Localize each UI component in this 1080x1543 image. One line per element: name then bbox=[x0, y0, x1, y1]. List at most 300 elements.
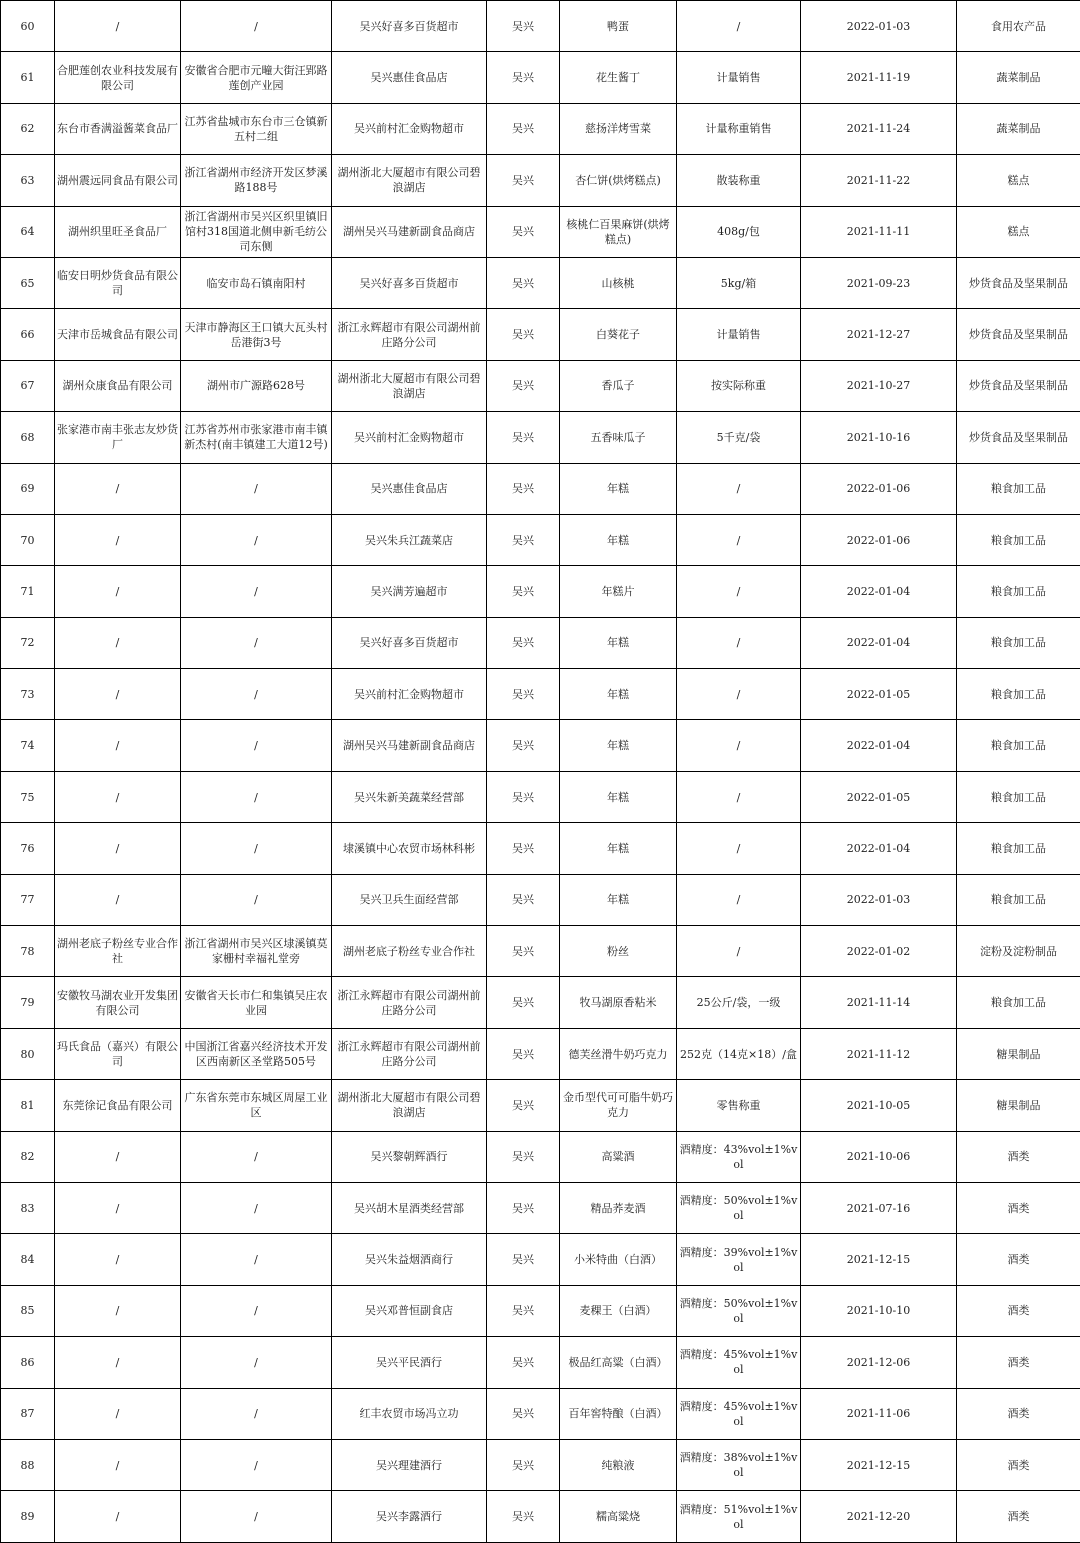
sampled-unit-cell: 吴兴前村汇金购物超市 bbox=[332, 669, 487, 720]
specification-cell: 酒精度：39%vol±1%vol bbox=[677, 1234, 801, 1285]
production-date-cell: 2022-01-06 bbox=[801, 463, 957, 514]
sampled-unit-cell: 吴兴李露酒行 bbox=[332, 1491, 487, 1542]
food-category-cell: 酒类 bbox=[957, 1388, 1080, 1439]
producer-address-cell: / bbox=[181, 617, 332, 668]
production-date-cell: 2021-10-10 bbox=[801, 1285, 957, 1336]
sampled-unit-cell: 湖州吴兴马建新副食品商店 bbox=[332, 720, 487, 771]
producer-name-cell: / bbox=[55, 617, 181, 668]
specification-cell: 408g/包 bbox=[677, 206, 801, 257]
food-category-cell: 粮食加工品 bbox=[957, 566, 1080, 617]
food-category-cell: 炒货食品及坚果制品 bbox=[957, 257, 1080, 308]
table-row bbox=[1, 52, 1080, 103]
table-row bbox=[1, 1491, 1080, 1542]
producer-address-cell: / bbox=[181, 566, 332, 617]
sampled-unit-cell: 吴兴好喜多百货超市 bbox=[332, 257, 487, 308]
food-category-cell: 酒类 bbox=[957, 1182, 1080, 1233]
producer-name-cell: 合肥莲创农业科技发展有限公司 bbox=[55, 52, 181, 103]
production-date-cell: 2021-09-23 bbox=[801, 257, 957, 308]
row-index-cell: 82 bbox=[1, 1131, 55, 1182]
producer-address-cell: 天津市静海区王口镇大瓦头村岳港街3号 bbox=[181, 309, 332, 360]
row-index-cell: 75 bbox=[1, 771, 55, 822]
food-category-cell: 酒类 bbox=[957, 1491, 1080, 1542]
production-date-cell: 2022-01-06 bbox=[801, 514, 957, 565]
producer-address-cell: 安徽省天长市仁和集镇吴庄农业园 bbox=[181, 977, 332, 1028]
row-index-cell: 68 bbox=[1, 412, 55, 463]
specification-cell: / bbox=[677, 874, 801, 925]
production-date-cell: 2021-12-06 bbox=[801, 1337, 957, 1388]
producer-name-cell: 临安日明炒货食品有限公司 bbox=[55, 257, 181, 308]
producer-name-cell: 湖州织里旺圣食品厂 bbox=[55, 206, 181, 257]
region-cell: 吴兴 bbox=[487, 617, 560, 668]
producer-address-cell: / bbox=[181, 874, 332, 925]
production-date-cell: 2021-11-06 bbox=[801, 1388, 957, 1439]
table-row bbox=[1, 926, 1080, 977]
sample-name-cell: 牧马湖原香粘米 bbox=[560, 977, 677, 1028]
row-index-cell: 83 bbox=[1, 1182, 55, 1233]
table-row bbox=[1, 1182, 1080, 1233]
sample-name-cell: 慈扬洋烤雪菜 bbox=[560, 103, 677, 154]
producer-address-cell: / bbox=[181, 463, 332, 514]
sampled-unit-cell: 吴兴朱兵江蔬菜店 bbox=[332, 514, 487, 565]
region-cell: 吴兴 bbox=[487, 1337, 560, 1388]
table-row bbox=[1, 1234, 1080, 1285]
region-cell: 吴兴 bbox=[487, 206, 560, 257]
table-row bbox=[1, 309, 1080, 360]
region-cell: 吴兴 bbox=[487, 566, 560, 617]
row-index-cell: 72 bbox=[1, 617, 55, 668]
sample-name-cell: 糯高粱烧 bbox=[560, 1491, 677, 1542]
table-row bbox=[1, 257, 1080, 308]
production-date-cell: 2021-10-05 bbox=[801, 1080, 957, 1131]
producer-name-cell: / bbox=[55, 1131, 181, 1182]
sampled-unit-cell: 浙江永辉超市有限公司湖州前庄路分公司 bbox=[332, 309, 487, 360]
sample-name-cell: 年糕 bbox=[560, 617, 677, 668]
region-cell: 吴兴 bbox=[487, 1131, 560, 1182]
sampled-unit-cell: 吴兴前村汇金购物超市 bbox=[332, 103, 487, 154]
producer-name-cell: / bbox=[55, 1285, 181, 1336]
production-date-cell: 2022-01-04 bbox=[801, 566, 957, 617]
producer-name-cell: / bbox=[55, 874, 181, 925]
producer-name-cell: / bbox=[55, 1491, 181, 1542]
production-date-cell: 2022-01-03 bbox=[801, 874, 957, 925]
specification-cell: 酒精度：45%vol±1%vol bbox=[677, 1337, 801, 1388]
table-row bbox=[1, 1285, 1080, 1336]
food-category-cell: 粮食加工品 bbox=[957, 720, 1080, 771]
production-date-cell: 2022-01-02 bbox=[801, 926, 957, 977]
specification-cell: 252克（14克×18）/盒 bbox=[677, 1028, 801, 1079]
production-date-cell: 2022-01-05 bbox=[801, 669, 957, 720]
sampled-unit-cell: 湖州老底子粉丝专业合作社 bbox=[332, 926, 487, 977]
table-row bbox=[1, 771, 1080, 822]
specification-cell: / bbox=[677, 720, 801, 771]
table-row bbox=[1, 206, 1080, 257]
sample-name-cell: 年糕 bbox=[560, 514, 677, 565]
producer-name-cell: / bbox=[55, 1234, 181, 1285]
sampled-unit-cell: 湖州浙北大厦超市有限公司碧浪湖店 bbox=[332, 1080, 487, 1131]
production-date-cell: 2021-11-11 bbox=[801, 206, 957, 257]
specification-cell: / bbox=[677, 514, 801, 565]
producer-address-cell: 江苏省苏州市张家港市南丰镇新杰村(南丰镇建工大道12号) bbox=[181, 412, 332, 463]
production-date-cell: 2022-01-03 bbox=[801, 1, 957, 52]
table-row bbox=[1, 1337, 1080, 1388]
producer-address-cell: 安徽省合肥市元疃大街汪郢路莲创产业园 bbox=[181, 52, 332, 103]
production-date-cell: 2021-10-27 bbox=[801, 360, 957, 411]
food-category-cell: 粮食加工品 bbox=[957, 977, 1080, 1028]
producer-address-cell: 浙江省湖州市吴兴区织里镇旧馆村318国道北侧申新毛纺公司东侧 bbox=[181, 206, 332, 257]
sampled-unit-cell: 吴兴朱益烟酒商行 bbox=[332, 1234, 487, 1285]
producer-address-cell: 浙江省湖州市经济开发区梦溪路188号 bbox=[181, 155, 332, 206]
producer-name-cell: / bbox=[55, 669, 181, 720]
producer-name-cell: 玛氏食品（嘉兴）有限公司 bbox=[55, 1028, 181, 1079]
region-cell: 吴兴 bbox=[487, 669, 560, 720]
food-category-cell: 粮食加工品 bbox=[957, 874, 1080, 925]
sample-name-cell: 年糕 bbox=[560, 771, 677, 822]
sample-name-cell: 五香味瓜子 bbox=[560, 412, 677, 463]
production-date-cell: 2021-12-15 bbox=[801, 1234, 957, 1285]
row-index-cell: 64 bbox=[1, 206, 55, 257]
region-cell: 吴兴 bbox=[487, 463, 560, 514]
region-cell: 吴兴 bbox=[487, 1, 560, 52]
food-category-cell: 粮食加工品 bbox=[957, 514, 1080, 565]
table-row bbox=[1, 1131, 1080, 1182]
producer-name-cell: / bbox=[55, 566, 181, 617]
region-cell: 吴兴 bbox=[487, 1080, 560, 1131]
producer-address-cell: / bbox=[181, 1182, 332, 1233]
row-index-cell: 85 bbox=[1, 1285, 55, 1336]
row-index-cell: 81 bbox=[1, 1080, 55, 1131]
producer-address-cell: / bbox=[181, 1439, 332, 1490]
row-index-cell: 60 bbox=[1, 1, 55, 52]
sample-name-cell: 德芙丝滑牛奶巧克力 bbox=[560, 1028, 677, 1079]
region-cell: 吴兴 bbox=[487, 155, 560, 206]
specification-cell: / bbox=[677, 669, 801, 720]
specification-cell: 5kg/箱 bbox=[677, 257, 801, 308]
table-row bbox=[1, 360, 1080, 411]
producer-name-cell: / bbox=[55, 514, 181, 565]
producer-address-cell: / bbox=[181, 1285, 332, 1336]
region-cell: 吴兴 bbox=[487, 1028, 560, 1079]
region-cell: 吴兴 bbox=[487, 360, 560, 411]
specification-cell: / bbox=[677, 926, 801, 977]
row-index-cell: 63 bbox=[1, 155, 55, 206]
food-category-cell: 粮食加工品 bbox=[957, 669, 1080, 720]
producer-address-cell: / bbox=[181, 1234, 332, 1285]
sample-name-cell: 核桃仁百果麻饼(烘烤糕点) bbox=[560, 206, 677, 257]
sample-name-cell: 鸭蛋 bbox=[560, 1, 677, 52]
producer-name-cell: / bbox=[55, 463, 181, 514]
sample-name-cell: 山核桃 bbox=[560, 257, 677, 308]
producer-address-cell: 湖州市广源路628号 bbox=[181, 360, 332, 411]
row-index-cell: 65 bbox=[1, 257, 55, 308]
sampled-unit-cell: 吴兴理建酒行 bbox=[332, 1439, 487, 1490]
producer-name-cell: 东莞徐记食品有限公司 bbox=[55, 1080, 181, 1131]
region-cell: 吴兴 bbox=[487, 1491, 560, 1542]
production-date-cell: 2022-01-04 bbox=[801, 617, 957, 668]
producer-address-cell: 广东省东莞市东城区周屋工业区 bbox=[181, 1080, 332, 1131]
producer-address-cell: / bbox=[181, 771, 332, 822]
sample-name-cell: 年糕 bbox=[560, 720, 677, 771]
production-date-cell: 2021-12-15 bbox=[801, 1439, 957, 1490]
sample-name-cell: 杏仁饼(烘烤糕点) bbox=[560, 155, 677, 206]
producer-address-cell: / bbox=[181, 823, 332, 874]
row-index-cell: 77 bbox=[1, 874, 55, 925]
row-index-cell: 76 bbox=[1, 823, 55, 874]
table-row bbox=[1, 412, 1080, 463]
sample-name-cell: 年糕 bbox=[560, 823, 677, 874]
region-cell: 吴兴 bbox=[487, 926, 560, 977]
sample-name-cell: 极品红高粱（白酒） bbox=[560, 1337, 677, 1388]
production-date-cell: 2022-01-05 bbox=[801, 771, 957, 822]
region-cell: 吴兴 bbox=[487, 1388, 560, 1439]
table-row bbox=[1, 514, 1080, 565]
region-cell: 吴兴 bbox=[487, 874, 560, 925]
sampled-unit-cell: 吴兴好喜多百货超市 bbox=[332, 1, 487, 52]
sampled-unit-cell: 湖州浙北大厦超市有限公司碧浪湖店 bbox=[332, 360, 487, 411]
sample-name-cell: 年糕片 bbox=[560, 566, 677, 617]
producer-address-cell: / bbox=[181, 669, 332, 720]
sample-name-cell: 百年窖特酿（白酒） bbox=[560, 1388, 677, 1439]
sampled-unit-cell: 浙江永辉超市有限公司湖州前庄路分公司 bbox=[332, 1028, 487, 1079]
sampled-unit-cell: 吴兴惠佳食品店 bbox=[332, 463, 487, 514]
specification-cell: 散装称重 bbox=[677, 155, 801, 206]
table-row bbox=[1, 1028, 1080, 1079]
region-cell: 吴兴 bbox=[487, 977, 560, 1028]
producer-address-cell: / bbox=[181, 1388, 332, 1439]
sampled-unit-cell: 吴兴满芳遍超市 bbox=[332, 566, 487, 617]
sampled-unit-cell: 吴兴朱新美蔬菜经营部 bbox=[332, 771, 487, 822]
table-row bbox=[1, 720, 1080, 771]
specification-cell: 5千克/袋 bbox=[677, 412, 801, 463]
production-date-cell: 2021-11-19 bbox=[801, 52, 957, 103]
production-date-cell: 2021-10-16 bbox=[801, 412, 957, 463]
specification-cell: / bbox=[677, 823, 801, 874]
producer-name-cell: / bbox=[55, 1337, 181, 1388]
food-category-cell: 酒类 bbox=[957, 1285, 1080, 1336]
sampled-unit-cell: 吴兴前村汇金购物超市 bbox=[332, 412, 487, 463]
sample-name-cell: 香瓜子 bbox=[560, 360, 677, 411]
specification-cell: 酒精度：51%vol±1%vol bbox=[677, 1491, 801, 1542]
row-index-cell: 62 bbox=[1, 103, 55, 154]
specification-cell: 酒精度：50%vol±1%vol bbox=[677, 1285, 801, 1336]
region-cell: 吴兴 bbox=[487, 1285, 560, 1336]
region-cell: 吴兴 bbox=[487, 1234, 560, 1285]
sample-name-cell: 精品荞麦酒 bbox=[560, 1182, 677, 1233]
specification-cell: 计量销售 bbox=[677, 309, 801, 360]
food-category-cell: 炒货食品及坚果制品 bbox=[957, 412, 1080, 463]
production-date-cell: 2021-12-27 bbox=[801, 309, 957, 360]
region-cell: 吴兴 bbox=[487, 823, 560, 874]
producer-address-cell: 江苏省盐城市东台市三仓镇新五村二组 bbox=[181, 103, 332, 154]
specification-cell: 酒精度：45%vol±1%vol bbox=[677, 1388, 801, 1439]
food-category-cell: 糕点 bbox=[957, 206, 1080, 257]
producer-address-cell: 浙江省湖州市吴兴区埭溪镇莫家栅村幸福礼堂旁 bbox=[181, 926, 332, 977]
table-row bbox=[1, 155, 1080, 206]
specification-cell: / bbox=[677, 463, 801, 514]
production-date-cell: 2022-01-04 bbox=[801, 823, 957, 874]
producer-address-cell: / bbox=[181, 1, 332, 52]
production-date-cell: 2021-07-16 bbox=[801, 1182, 957, 1233]
producer-name-cell: / bbox=[55, 720, 181, 771]
table-row bbox=[1, 823, 1080, 874]
production-date-cell: 2021-10-06 bbox=[801, 1131, 957, 1182]
sample-name-cell: 高粱酒 bbox=[560, 1131, 677, 1182]
food-category-cell: 炒货食品及坚果制品 bbox=[957, 360, 1080, 411]
table-row bbox=[1, 669, 1080, 720]
region-cell: 吴兴 bbox=[487, 257, 560, 308]
table-body bbox=[1, 1, 1080, 1543]
producer-name-cell: 湖州老底子粉丝专业合作社 bbox=[55, 926, 181, 977]
region-cell: 吴兴 bbox=[487, 1439, 560, 1490]
sampled-unit-cell: 湖州吴兴马建新副食品商店 bbox=[332, 206, 487, 257]
producer-address-cell: 中国浙江省嘉兴经济技术开发区西南新区圣堂路505号 bbox=[181, 1028, 332, 1079]
producer-name-cell: 湖州众康食品有限公司 bbox=[55, 360, 181, 411]
row-index-cell: 88 bbox=[1, 1439, 55, 1490]
specification-cell: 计量销售 bbox=[677, 52, 801, 103]
sample-name-cell: 纯粮液 bbox=[560, 1439, 677, 1490]
row-index-cell: 79 bbox=[1, 977, 55, 1028]
food-category-cell: 淀粉及淀粉制品 bbox=[957, 926, 1080, 977]
producer-name-cell: / bbox=[55, 1439, 181, 1490]
row-index-cell: 84 bbox=[1, 1234, 55, 1285]
producer-name-cell: / bbox=[55, 1, 181, 52]
table-row bbox=[1, 103, 1080, 154]
food-category-cell: 酒类 bbox=[957, 1131, 1080, 1182]
region-cell: 吴兴 bbox=[487, 720, 560, 771]
sampled-unit-cell: 吴兴平民酒行 bbox=[332, 1337, 487, 1388]
sample-name-cell: 年糕 bbox=[560, 874, 677, 925]
food-category-cell: 蔬菜制品 bbox=[957, 52, 1080, 103]
specification-cell: / bbox=[677, 1, 801, 52]
producer-address-cell: / bbox=[181, 1131, 332, 1182]
specification-cell: 酒精度：43%vol±1%vol bbox=[677, 1131, 801, 1182]
table-row bbox=[1, 463, 1080, 514]
region-cell: 吴兴 bbox=[487, 103, 560, 154]
food-category-cell: 炒货食品及坚果制品 bbox=[957, 309, 1080, 360]
sample-name-cell: 粉丝 bbox=[560, 926, 677, 977]
sample-name-cell: 麦稞王（白酒） bbox=[560, 1285, 677, 1336]
region-cell: 吴兴 bbox=[487, 52, 560, 103]
sample-name-cell: 花生酱丁 bbox=[560, 52, 677, 103]
table-row bbox=[1, 1439, 1080, 1490]
food-category-cell: 糖果制品 bbox=[957, 1080, 1080, 1131]
producer-name-cell: 张家港市南丰张志友炒货厂 bbox=[55, 412, 181, 463]
sampled-unit-cell: 吴兴黎朝辉酒行 bbox=[332, 1131, 487, 1182]
table-row bbox=[1, 977, 1080, 1028]
sampled-unit-cell: 湖州浙北大厦超市有限公司碧浪湖店 bbox=[332, 155, 487, 206]
sampled-unit-cell: 吴兴卫兵生面经营部 bbox=[332, 874, 487, 925]
production-date-cell: 2021-11-14 bbox=[801, 977, 957, 1028]
specification-cell: 计量称重销售 bbox=[677, 103, 801, 154]
food-category-cell: 粮食加工品 bbox=[957, 771, 1080, 822]
specification-cell: / bbox=[677, 566, 801, 617]
sampled-unit-cell: 吴兴好喜多百货超市 bbox=[332, 617, 487, 668]
production-date-cell: 2021-11-22 bbox=[801, 155, 957, 206]
producer-name-cell: / bbox=[55, 1182, 181, 1233]
producer-address-cell: / bbox=[181, 514, 332, 565]
row-index-cell: 80 bbox=[1, 1028, 55, 1079]
producer-name-cell: 安徽牧马湖农业开发集团有限公司 bbox=[55, 977, 181, 1028]
producer-address-cell: / bbox=[181, 1337, 332, 1388]
producer-address-cell: 临安市岛石镇南阳村 bbox=[181, 257, 332, 308]
food-category-cell: 蔬菜制品 bbox=[957, 103, 1080, 154]
table-row bbox=[1, 1388, 1080, 1439]
food-category-cell: 酒类 bbox=[957, 1439, 1080, 1490]
table-row bbox=[1, 874, 1080, 925]
row-index-cell: 87 bbox=[1, 1388, 55, 1439]
food-category-cell: 粮食加工品 bbox=[957, 617, 1080, 668]
row-index-cell: 66 bbox=[1, 309, 55, 360]
row-index-cell: 89 bbox=[1, 1491, 55, 1542]
producer-name-cell: / bbox=[55, 771, 181, 822]
row-index-cell: 61 bbox=[1, 52, 55, 103]
production-date-cell: 2021-11-24 bbox=[801, 103, 957, 154]
specification-cell: / bbox=[677, 617, 801, 668]
specification-cell: / bbox=[677, 771, 801, 822]
sample-name-cell: 年糕 bbox=[560, 669, 677, 720]
specification-cell: 酒精度：38%vol±1%vol bbox=[677, 1439, 801, 1490]
row-index-cell: 86 bbox=[1, 1337, 55, 1388]
sample-name-cell: 白葵花子 bbox=[560, 309, 677, 360]
region-cell: 吴兴 bbox=[487, 514, 560, 565]
food-category-cell: 酒类 bbox=[957, 1337, 1080, 1388]
producer-name-cell: 东台市香满溢酱菜食品厂 bbox=[55, 103, 181, 154]
row-index-cell: 78 bbox=[1, 926, 55, 977]
sampled-unit-cell: 吴兴邓普恒副食店 bbox=[332, 1285, 487, 1336]
food-category-cell: 粮食加工品 bbox=[957, 823, 1080, 874]
food-category-cell: 酒类 bbox=[957, 1234, 1080, 1285]
region-cell: 吴兴 bbox=[487, 309, 560, 360]
table-row bbox=[1, 566, 1080, 617]
food-category-cell: 粮食加工品 bbox=[957, 463, 1080, 514]
sample-name-cell: 小米特曲（白酒） bbox=[560, 1234, 677, 1285]
region-cell: 吴兴 bbox=[487, 1182, 560, 1233]
specification-cell: 酒精度：50%vol±1%vol bbox=[677, 1182, 801, 1233]
sampled-unit-cell: 浙江永辉超市有限公司湖州前庄路分公司 bbox=[332, 977, 487, 1028]
sampled-unit-cell: 吴兴胡木星酒类经营部 bbox=[332, 1182, 487, 1233]
producer-name-cell: / bbox=[55, 1388, 181, 1439]
row-index-cell: 67 bbox=[1, 360, 55, 411]
producer-name-cell: 天津市岳城食品有限公司 bbox=[55, 309, 181, 360]
specification-cell: 零售称重 bbox=[677, 1080, 801, 1131]
production-date-cell: 2022-01-04 bbox=[801, 720, 957, 771]
producer-name-cell: / bbox=[55, 823, 181, 874]
specification-cell: 25公斤/袋，一级 bbox=[677, 977, 801, 1028]
production-date-cell: 2021-12-20 bbox=[801, 1491, 957, 1542]
producer-address-cell: / bbox=[181, 1491, 332, 1542]
table-row bbox=[1, 1, 1080, 52]
sample-name-cell: 金币型代可可脂牛奶巧克力 bbox=[560, 1080, 677, 1131]
region-cell: 吴兴 bbox=[487, 771, 560, 822]
food-category-cell: 糖果制品 bbox=[957, 1028, 1080, 1079]
table-row bbox=[1, 1080, 1080, 1131]
row-index-cell: 74 bbox=[1, 720, 55, 771]
region-cell: 吴兴 bbox=[487, 412, 560, 463]
sampled-unit-cell: 吴兴惠佳食品店 bbox=[332, 52, 487, 103]
food-category-cell: 糕点 bbox=[957, 155, 1080, 206]
food-category-cell: 食用农产品 bbox=[957, 1, 1080, 52]
row-index-cell: 69 bbox=[1, 463, 55, 514]
sampled-unit-cell: 埭溪镇中心农贸市场林科彬 bbox=[332, 823, 487, 874]
row-index-cell: 73 bbox=[1, 669, 55, 720]
specification-cell: 按实际称重 bbox=[677, 360, 801, 411]
producer-name-cell: 湖州震远同食品有限公司 bbox=[55, 155, 181, 206]
row-index-cell: 70 bbox=[1, 514, 55, 565]
producer-address-cell: / bbox=[181, 720, 332, 771]
sample-name-cell: 年糕 bbox=[560, 463, 677, 514]
production-date-cell: 2021-11-12 bbox=[801, 1028, 957, 1079]
table-row bbox=[1, 617, 1080, 668]
row-index-cell: 71 bbox=[1, 566, 55, 617]
